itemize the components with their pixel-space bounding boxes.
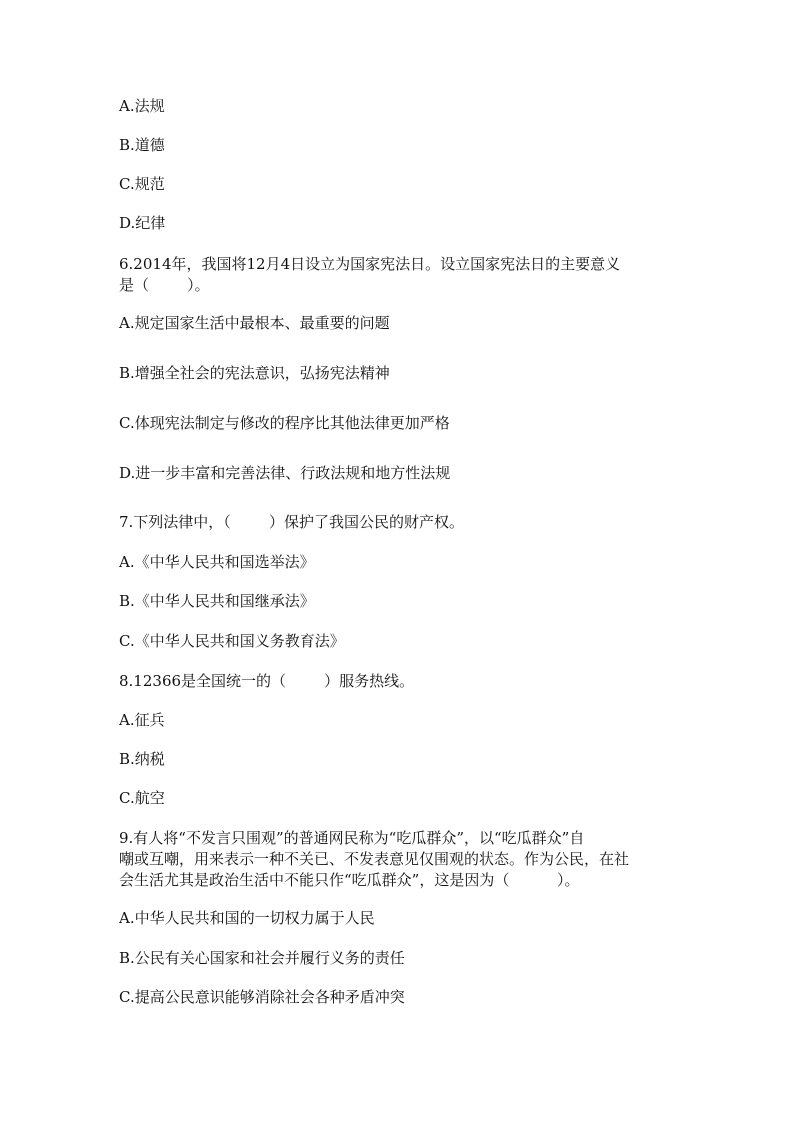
q6-stem-line1: 6.2014年，我国将12月4日设立为国家宪法日。设立国家宪法日的主要意义 <box>119 255 621 273</box>
q5-option-d: D.纪律 <box>119 214 166 232</box>
q5-option-c: C.规范 <box>119 175 165 193</box>
q6-option-a: A.规定国家生活中最根本、最重要的问题 <box>119 314 390 332</box>
q6-option-b: B.增强全社会的宪法意识，弘扬宪法精神 <box>119 364 390 382</box>
q6-option-d: D.进一步丰富和完善法律、行政法规和地方性法规 <box>119 464 451 482</box>
q7-option-b: B.《中华人民共和国继承法》 <box>119 592 315 610</box>
q9-option-c: C.提高公民意识能够消除社会各种矛盾冲突 <box>119 988 405 1006</box>
q9-option-b: B.公民有关心国家和社会并履行义务的责任 <box>119 949 405 967</box>
q9-stem-line2: 嘲或互嘲，用来表示一种不关已、不发表意见仅围观的状态。作为公民，在社 <box>119 850 630 868</box>
q5-option-b: B.道德 <box>119 136 165 154</box>
q8-option-c: C.航空 <box>119 789 165 807</box>
q5-option-a: A.法规 <box>119 97 165 115</box>
q7-option-c: C.《中华人民共和国义务教育法》 <box>119 632 345 650</box>
q8-option-b: B.纳税 <box>119 750 165 768</box>
q7-option-a: A.《中华人民共和国选举法》 <box>119 553 315 571</box>
q8-stem: 8.12366是全国统一的（ ）服务热线。 <box>119 672 415 690</box>
q8-option-a: A.征兵 <box>119 711 165 729</box>
q9-option-a: A.中华人民共和国的一切权力属于人民 <box>119 909 375 927</box>
q7-stem: 7.下列法律中，（ ）保护了我国公民的财产权。 <box>119 513 464 531</box>
q9-stem-line3: 会生活尤其是政治生活中不能只作“吃瓜群众”，这是因为（ ）。 <box>119 871 580 889</box>
q6-stem-line2: 是（ ）。 <box>119 276 210 294</box>
q9-stem-line1: 9.有人将“不发言只围观”的普通网民称为“吃瓜群众”，以“吃瓜群众”自 <box>119 829 585 847</box>
q6-option-c: C.体现宪法制定与修改的程序比其他法律更加严格 <box>119 414 450 432</box>
